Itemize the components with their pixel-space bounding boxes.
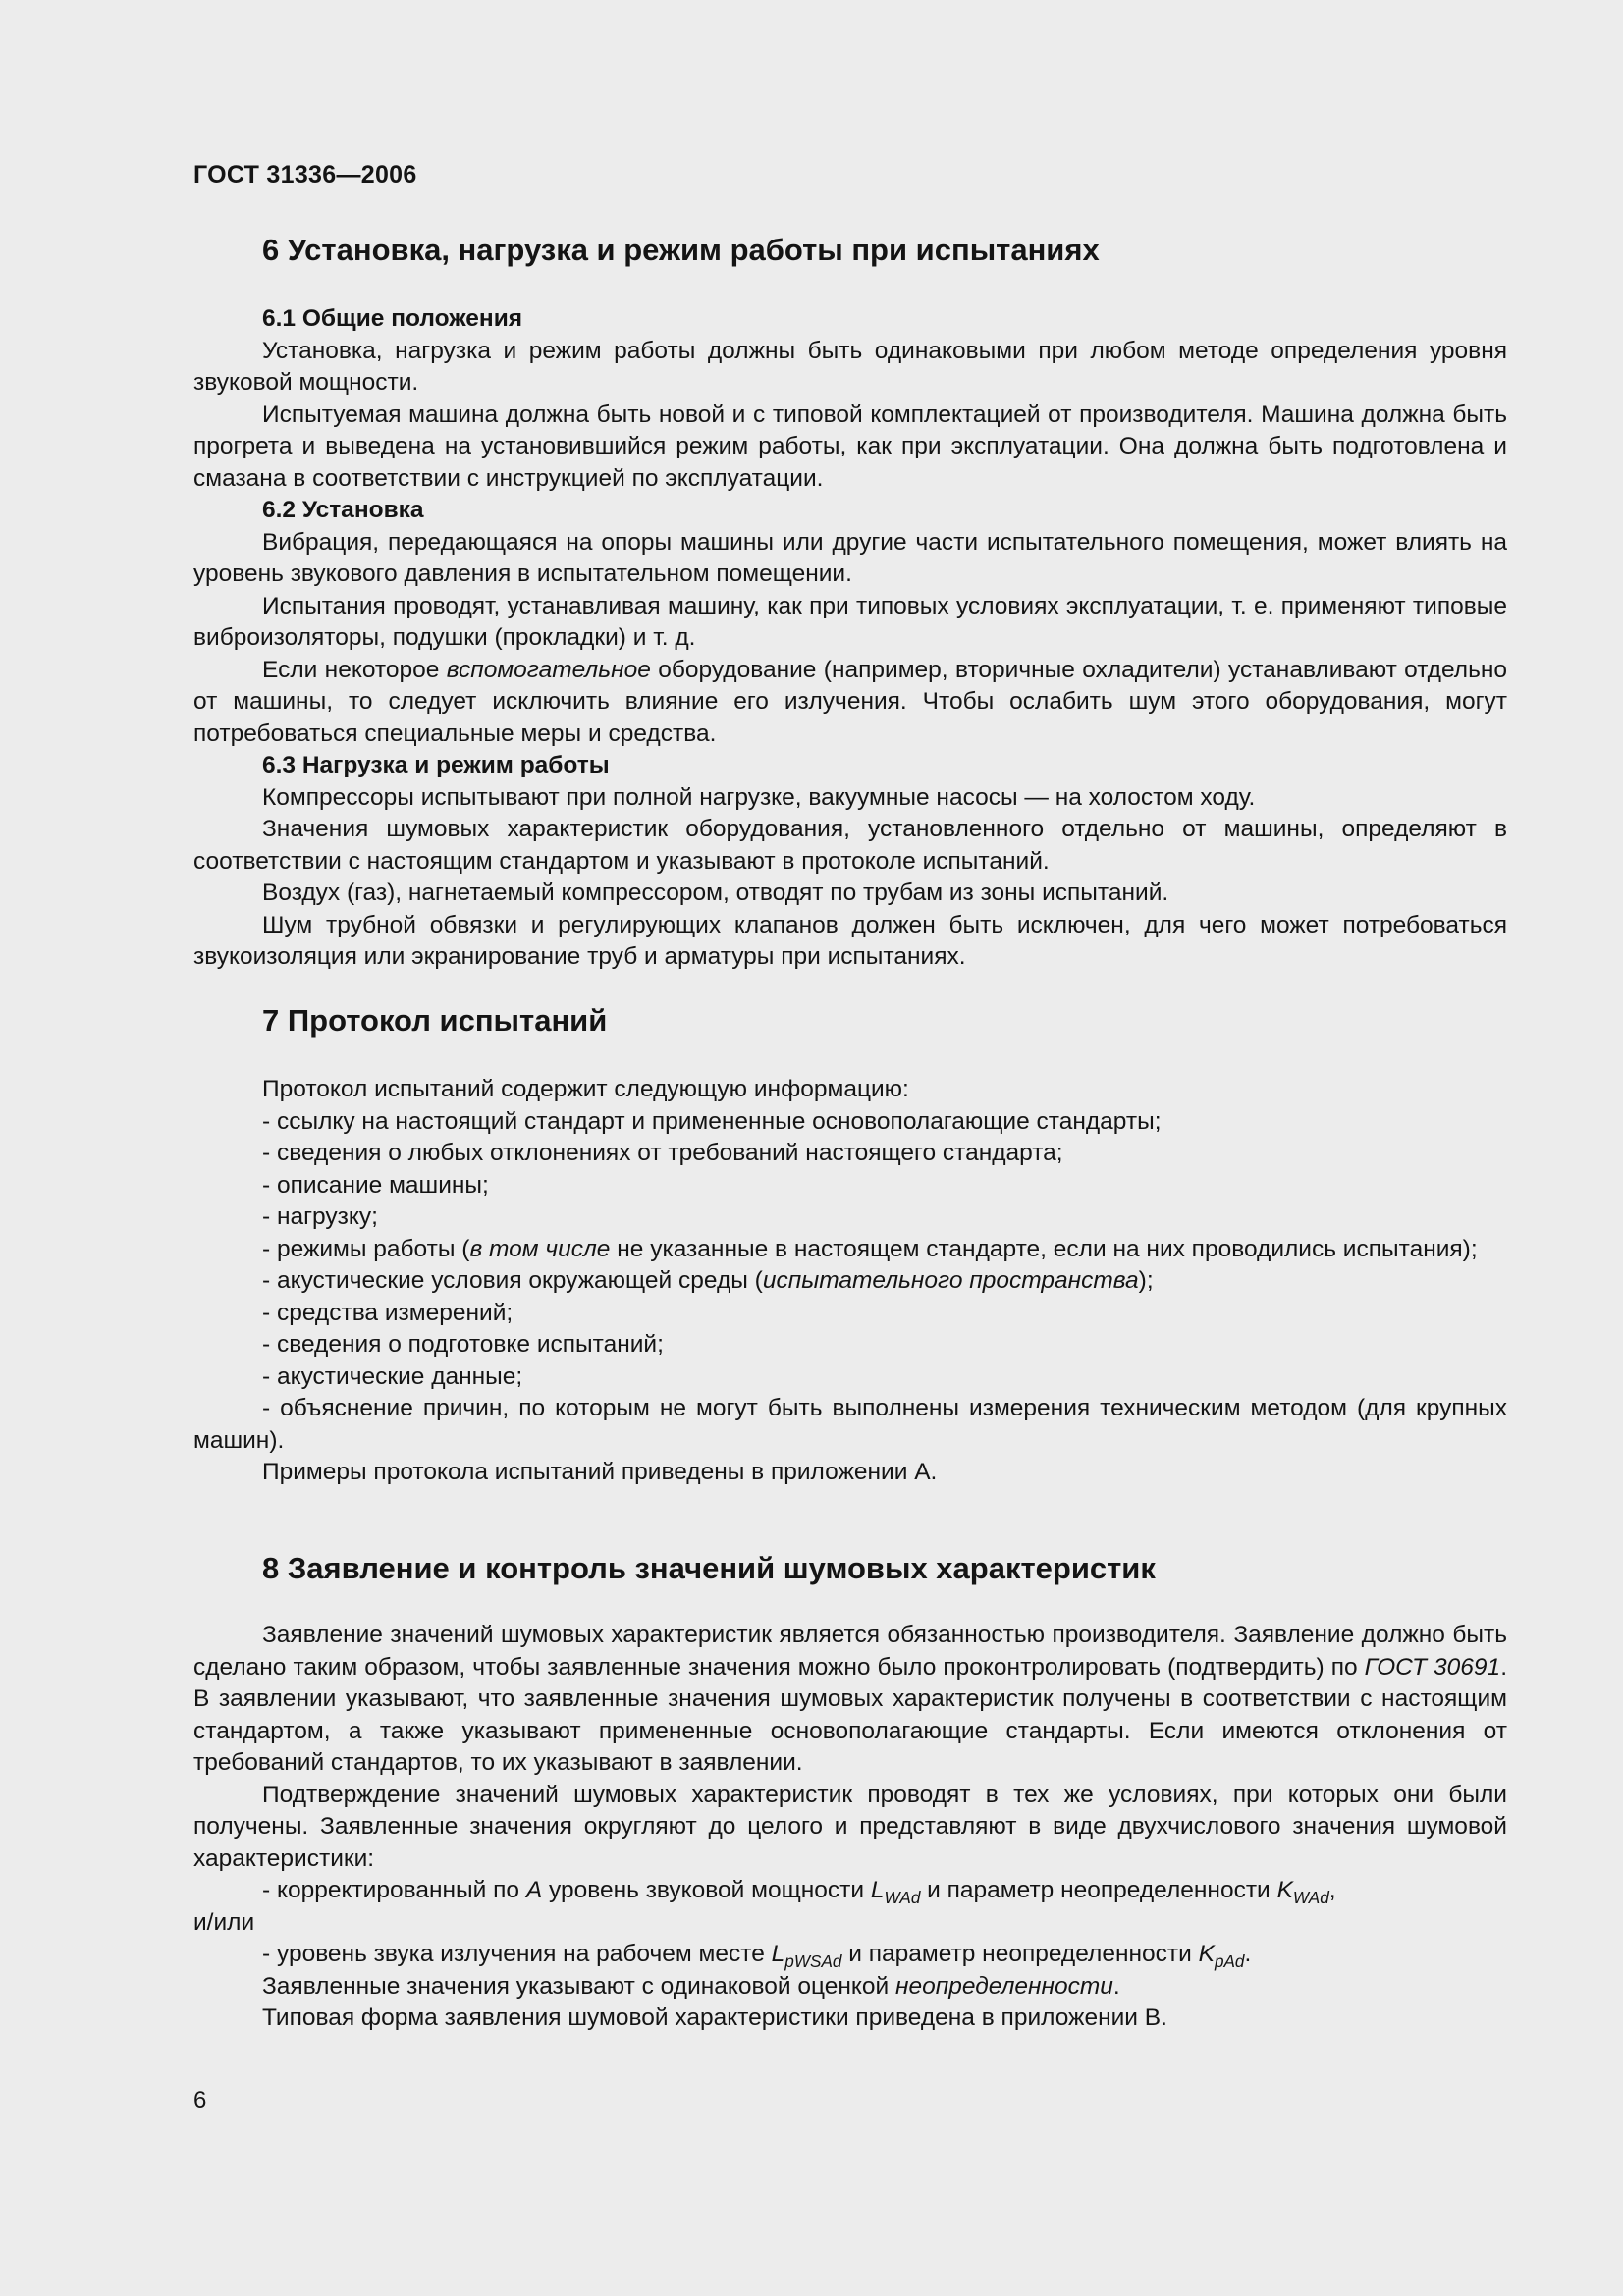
list-item: - сведения о подготовке испытаний; [262, 1331, 664, 1358]
list-item: - акустические условия окружающей среды (испытательного пространства); [262, 1267, 1154, 1294]
paragraph: Установка, нагрузка и режим работы должны быть одинаковыми при любом методе определения уровня звуковой мощности. [193, 337, 1507, 396]
section-6-body [193, 303, 1507, 974]
paragraph: Подтверждение значений шумовых характеристик проводят в тех же условиях, при которых они были получены. Заявленные значения округляют до целого и представляют в виде двухчислового значения шумовой характеристики: [193, 1781, 1507, 1872]
list-item: - уровень звука излучения на рабочем месте $L_{pWSAd}$ и параметр неопределенности $K_{pAd}$. [262, 1941, 1252, 1971]
paragraph: Заявленные значения указывают с одинаковой оценкой неопределенности. [262, 1972, 1120, 2000]
paragraph: Вибрация, передающаяся на опоры машины или другие части испытательного помещения, может влиять на уровень звукового давления в испытательном помещении. [193, 528, 1507, 587]
list-item: - ссылку на настоящий стандарт и примененные основополагающие стандарты; [262, 1107, 1162, 1135]
page-number: 6 [193, 2087, 207, 2113]
paragraph: и/или [193, 1908, 255, 1936]
paragraph: Компрессоры испытывают при полной нагрузке, вакуумные насосы — на холостом ходу. [262, 783, 1256, 811]
paragraph: Примеры протокола испытаний приведены в приложении А. [262, 1459, 938, 1485]
list-item: - сведения о любых отклонениях от требований настоящего стандарта; [262, 1140, 1063, 1166]
list-item: - режимы работы (в том числе не указанные в настоящем стандарте, если на них проводились испытания); [262, 1235, 1478, 1262]
paragraph: Испытуемая машина должна быть новой и с типовой комплектацией от производителя. Машина должна быть прогрета и выведена на установившийся режим работы, как при эксплуатации. Она должна быть подготовлена и смазана в соответствии с инструкцией по эксплуатации. [193, 400, 1507, 492]
list-item: - корректированный по А уровень звуковой мощности $L_{WAd}$ и параметр неопределенности $K_{WAd}$, [262, 1877, 1336, 1907]
list-item: - объяснение причин, по которым не могут быть выполнены измерения техническим методом (для крупных машин). [193, 1395, 1507, 1454]
section-8-body [193, 1620, 1507, 2035]
paragraph: Значения шумовых характеристик оборудования, установленного отдельно от машины, определяют в соответствии с настоящим стандартом и указывают в протоколе испытаний. [193, 816, 1507, 875]
list-item: - нагрузку; [262, 1203, 378, 1230]
subsection-6-3-title: 6.3 Нагрузка и режим работы [262, 752, 610, 778]
section-7-title: 7 Протокол испытаний [262, 1003, 608, 1038]
subsection-6-2-title: 6.2 Установка [262, 497, 424, 523]
paragraph: Если некоторое вспомогательное оборудование (например, вторичные охладители) устанавливают отдельно от машины, то следует исключить влияние его излучения. Чтобы ослабить шум этого оборудования, могут потребоваться специальные меры и средства. [193, 656, 1507, 747]
list-item: - описание машины; [262, 1171, 489, 1199]
paragraph: Шум трубной обвязки и регулирующих клапанов должен быть исключен, для чего может потребоваться звукоизоляция или экранирование труб и арматуры при испытаниях. [193, 911, 1507, 970]
list-item: - акустические данные; [262, 1362, 523, 1390]
document-code: ГОСТ 31336—2006 [193, 161, 417, 188]
paragraph: Испытания проводят, устанавливая машину, как при типовых условиях эксплуатации, т. е. применяют типовые виброизоляторы, подушки (прокладки) и т. д. [193, 592, 1507, 651]
subsection-6-1-title: 6.1 Общие положения [262, 305, 523, 332]
paragraph: Типовая форма заявления шумовой характеристики приведена в приложении В. [262, 2004, 1167, 2031]
section-6-title: 6 Установка, нагрузка и режим работы при испытаниях [262, 233, 1100, 267]
section-7-body [193, 1074, 1507, 1489]
paragraph: Протокол испытаний содержит следующую информацию: [262, 1076, 909, 1102]
paragraph: Заявление значений шумовых характеристик является обязанностью производителя. Заявление должно быть сделано таким образом, чтобы заявленные значения можно было проконтролировать (подтвердить) по ГОСТ 30691. В заявлении указывают, что заявленные значения шумовых характеристик получены в соответствии с настоящим стандартом, а также указывают примененные основополагающие стандарты. Если имеются отклонения от требований стандартов, то их указывают в заявлении. [193, 1622, 1507, 1776]
list-item: - средства измерений; [262, 1299, 514, 1326]
section-8-title: 8 Заявление и контроль значений шумовых характеристик [262, 1551, 1156, 1585]
paragraph: Воздух (газ), нагнетаемый компрессором, отводят по трубам из зоны испытаний. [262, 880, 1169, 906]
